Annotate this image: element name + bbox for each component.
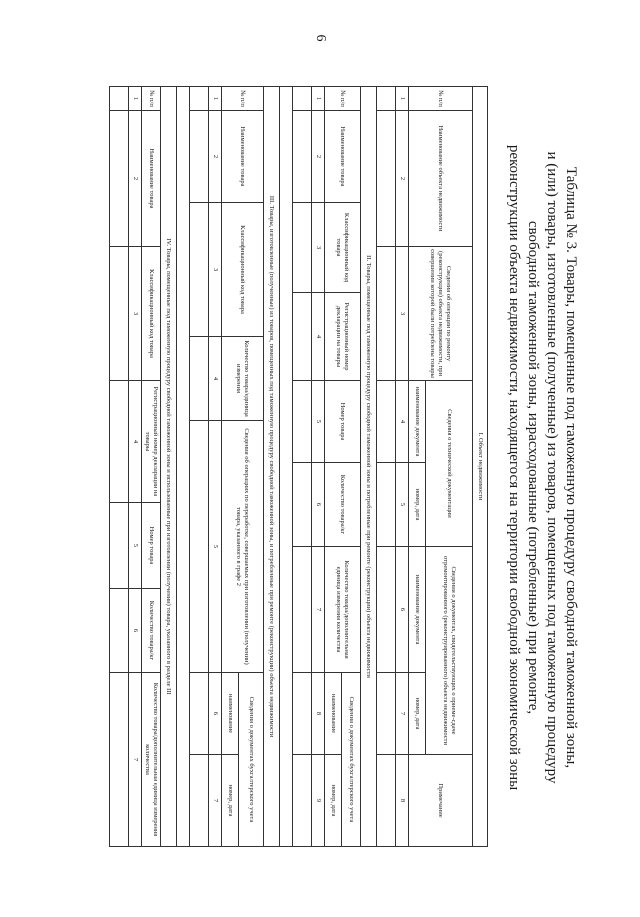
s4-header-no: № п/п — [142, 87, 161, 111]
s4-col-number: 7 — [129, 673, 142, 847]
s3-empty-cell — [190, 755, 209, 847]
s3-header-doc-name: наименование — [222, 673, 239, 755]
s2-header-doc-name: наименование — [325, 673, 342, 755]
s1-col-number: 7 — [396, 673, 409, 755]
s1-header-doc-number-date: номер, дата — [409, 463, 426, 547]
s1-empty-cell — [377, 463, 396, 547]
s2-col-number: 8 — [312, 673, 325, 755]
s2-empty-cell — [293, 673, 312, 755]
section4-title: IV. Товары, помещенные под таможенную процедуру свободной таможенной зоны и использованные при изготовлении (получении) товара, указанного в разделе III — [161, 87, 177, 847]
s2-col-number: 4 — [312, 293, 325, 381]
s2-col-number: 9 — [312, 755, 325, 847]
s4-col-number: 1 — [129, 87, 142, 111]
section3-title: III. Товары, изготовленные (полученные) из товаров, помещенных под таможенную процедуру свободной таможенной зоны, и потребленные при ремонте (реконструкции) объекта недвижимости — [264, 87, 280, 847]
s3-header-goods-name: Наименование товара — [222, 111, 264, 203]
section-gap — [280, 87, 293, 847]
s3-col-number: 1 — [209, 87, 222, 111]
s1-header-doc-name: наименование документа — [409, 381, 426, 463]
s2-header-quantity-extra: Количество товара/дополнительная единица измерения количества — [325, 547, 361, 673]
s4-empty-cell — [110, 111, 129, 247]
s3-empty-cell — [190, 673, 209, 755]
s3-col-number: 3 — [209, 203, 222, 337]
s3-empty-cell — [190, 421, 209, 673]
s2-header-item-number: Номер товара — [325, 381, 361, 463]
s1-col-number: 2 — [396, 111, 409, 247]
section2-title: II. Товары, помещенные под таможенную процедуру свободной таможенной зоны и потребленные при ремонте (реконструкции) объекта недвижимости — [361, 87, 377, 847]
title-line: и (или) товары, изготовленные (полученные) из товаров, помещенных под таможенную процедуру — [544, 151, 560, 784]
title-line: свободной таможенной зоны, израсходованные (потребленные) при ремонте, — [525, 220, 541, 715]
s1-header-acceptance: Сведения о документах, свидетельствующих о приеме-сдаче отремонтированного (реконструированного) объекта недвижимости — [426, 547, 473, 755]
s3-header-accounting-docs: Сведения о документах бухгалтерского учета — [239, 673, 264, 847]
s1-col-number: 8 — [396, 755, 409, 847]
s1-empty-cell — [377, 111, 396, 247]
s1-header-name: Наименование объекта недвижимости — [409, 111, 473, 247]
s4-empty-cell — [110, 381, 129, 503]
s2-header-decl-number: Регистрационный номер декларации на товары — [325, 293, 361, 381]
s4-col-number: 3 — [129, 247, 142, 381]
title-line: Таблица № 3. Товары, помещенные под таможенную процедуру свободной таможенной зоны, — [563, 166, 579, 769]
s2-header-quantity-kg: Количество товара/кг — [325, 463, 361, 547]
s2-empty-cell — [293, 381, 312, 463]
s2-col-number: 6 — [312, 463, 325, 547]
s1-col-number: 6 — [396, 547, 409, 673]
s3-empty-cell — [190, 203, 209, 337]
s1-col-number: 5 — [396, 463, 409, 547]
s2-col-number: 5 — [312, 381, 325, 463]
s3-col-number: 7 — [209, 755, 222, 847]
s4-header-quantity-extra: Количество товара/дополнительная единица измерения количества — [142, 673, 161, 847]
table-title — [488, 80, 580, 855]
s2-empty-cell — [293, 293, 312, 381]
s1-header-acc-doc-name: наименование документа — [409, 547, 426, 673]
s2-empty-cell — [293, 755, 312, 847]
s3-col-number: 4 — [209, 337, 222, 421]
s1-header-tech-docs: Сведения о технической документации — [426, 381, 473, 547]
s4-header-decl-number: Регистрационный номер декларации на товары — [142, 381, 161, 503]
s4-empty-cell — [110, 589, 129, 673]
s4-empty-cell — [110, 87, 129, 111]
title-line: реконструкции объекта недвижимости, находящегося на территории свободной экономической зоны — [506, 144, 522, 791]
s2-col-number: 3 — [312, 203, 325, 293]
s4-col-number: 6 — [129, 589, 142, 673]
s4-header-quantity: Количество товара/кг — [142, 589, 161, 673]
s2-header-accounting-docs: Сведения о документах бухгалтерского учета — [342, 673, 361, 847]
s2-empty-cell — [293, 463, 312, 547]
s3-empty-cell — [190, 87, 209, 111]
s2-col-number: 2 — [312, 111, 325, 203]
s3-col-number: 5 — [209, 421, 222, 673]
s1-empty-cell — [377, 547, 396, 673]
s3-header-processing: Сведения об операциях по переработке, совершаемых при изготовлении (получении) товара, указанного в графе 2 — [222, 421, 264, 673]
s3-empty-cell — [190, 111, 209, 203]
s2-empty-cell — [293, 87, 312, 111]
s4-col-number: 2 — [129, 111, 142, 247]
s1-header-acc-number-date: номер, дата — [409, 673, 426, 755]
s2-col-number: 7 — [312, 547, 325, 673]
s3-col-number: 2 — [209, 111, 222, 203]
s4-empty-cell — [110, 247, 129, 381]
s2-col-number: 1 — [312, 87, 325, 111]
s1-col-number: 4 — [396, 381, 409, 463]
s2-empty-cell — [293, 547, 312, 673]
s4-empty-cell — [110, 503, 129, 589]
s3-empty-cell — [190, 337, 209, 421]
s1-col-number: 1 — [396, 87, 409, 111]
s4-header-goods-name: Наименование товара — [142, 111, 161, 247]
rotated-sheet — [60, 80, 580, 855]
s4-empty-cell — [110, 673, 129, 847]
s1-empty-cell — [377, 87, 396, 111]
s3-header-quantity-unit: Количество товара/единица измерения — [222, 337, 264, 421]
s2-header-no: № п/п — [325, 87, 361, 111]
section1-title: I. Объект недвижимости — [473, 87, 488, 847]
s1-header-repair: Сведения об операции по ремонту (реконструкции) объекта недвижимости, при совершении которой были потреблены товары — [409, 247, 473, 381]
report-table — [109, 86, 488, 847]
s3-header-number-date: номер, дата — [222, 755, 239, 847]
s1-empty-cell — [377, 755, 396, 847]
section-gap — [177, 87, 190, 847]
s4-header-item-number: Номер товара — [142, 503, 161, 589]
s2-header-number-date: номер, дата — [325, 755, 342, 847]
s1-empty-cell — [377, 673, 396, 755]
s1-header-note: Примечание — [409, 755, 473, 847]
s2-header-class-code: Классификационный код товара — [325, 203, 361, 293]
s2-empty-cell — [293, 203, 312, 293]
s1-header-no: № п/п — [409, 87, 473, 111]
s4-header-class-code: Классификационный код товара — [142, 247, 161, 381]
page-number: 6 — [313, 34, 328, 42]
s3-header-class-code: Классификационный код товара — [222, 203, 264, 337]
s2-empty-cell — [293, 111, 312, 203]
s1-col-number: 3 — [396, 247, 409, 381]
s1-empty-cell — [377, 247, 396, 381]
s1-empty-cell — [377, 381, 396, 463]
s3-col-number: 6 — [209, 673, 222, 755]
s2-header-goods-name: Наименование товара — [325, 111, 361, 203]
s4-col-number: 5 — [129, 503, 142, 589]
s4-col-number: 4 — [129, 381, 142, 503]
s3-header-no: № п/п — [222, 87, 264, 111]
